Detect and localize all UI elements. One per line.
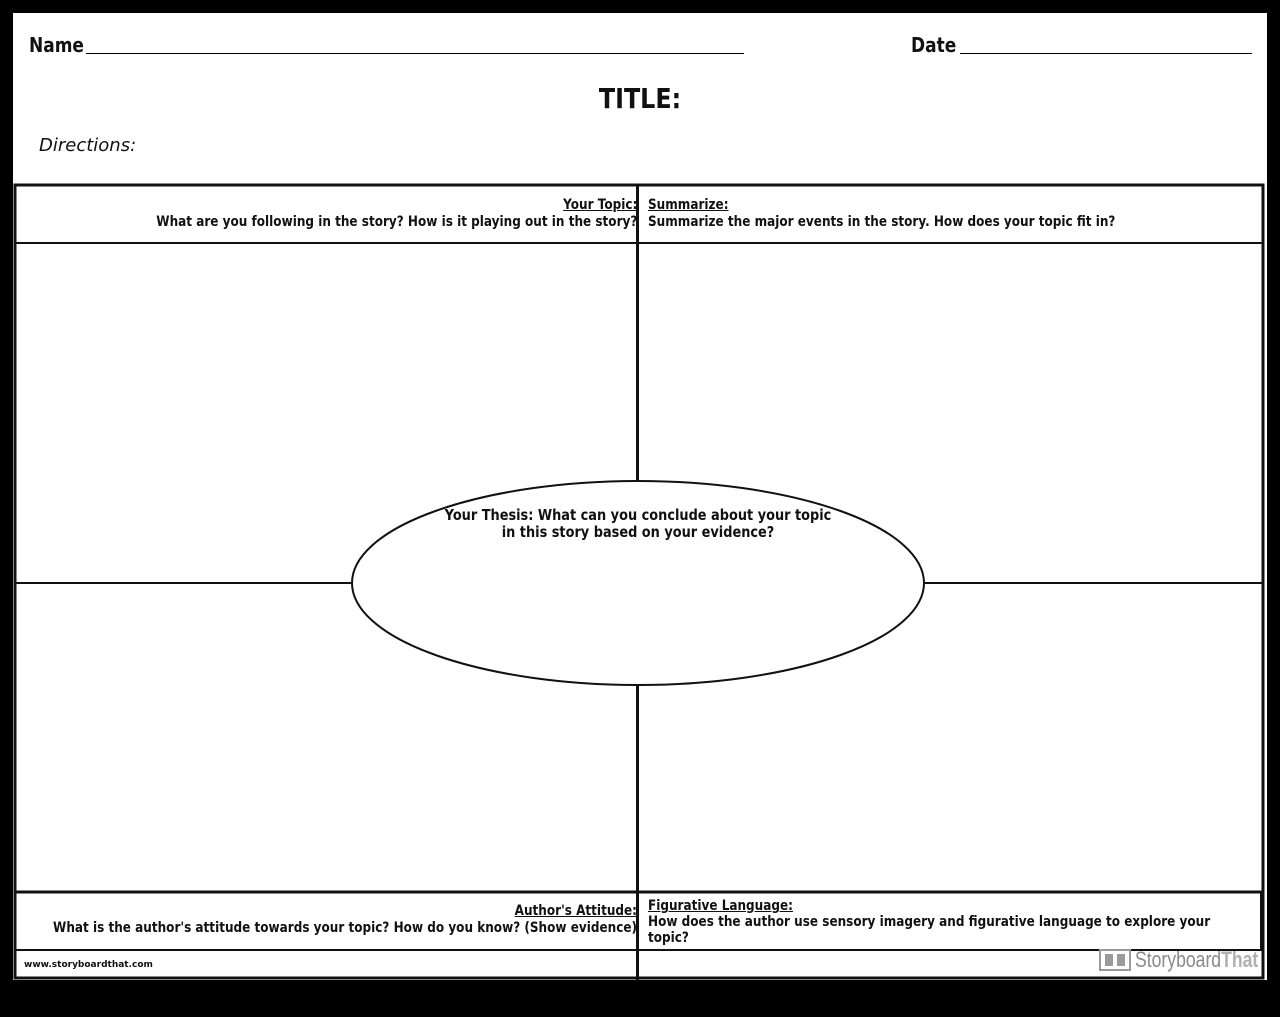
summarize-label: Summarize: (648, 197, 729, 213)
figurative-prompt-line-2: topic? (648, 930, 689, 946)
figurative-header (648, 898, 1210, 946)
name-label: Name (29, 33, 84, 57)
worksheet-page (13, 13, 1267, 980)
topic-prompt: What are you following in the story? How is it playing out in the story? (155, 214, 637, 230)
summarize-header (648, 197, 1115, 231)
brand-part-1: Storyboard (1135, 947, 1222, 972)
thesis-line-1: Your Thesis: What can you conclude about your topic (444, 506, 832, 524)
page-title: TITLE: (598, 82, 682, 115)
organizer-grid (13, 13, 1267, 980)
figurative-label: Figurative Language: (648, 898, 793, 914)
storyboardthat-logo (1099, 947, 1267, 973)
brand-wordmark (1135, 947, 1258, 973)
thesis-line-2: in this story based on your evidence? (501, 523, 775, 541)
footer-url: www.storyboardthat.com (24, 960, 153, 970)
topic-label: Your Topic: (562, 197, 637, 213)
storyboard-frame-icon (1099, 949, 1131, 971)
topic-header (156, 197, 637, 231)
attitude-label: Author's Attitude: (514, 903, 637, 919)
attitude-header (53, 903, 637, 937)
directions-label: Directions: (39, 135, 137, 156)
figurative-prompt-line-1: How does the author use sensory imagery and figurative language to explore your (648, 914, 1211, 930)
attitude-prompt: What is the author's attitude towards your topic? How do you know? (Show evidence) (53, 920, 637, 936)
thesis-prompt (445, 507, 832, 541)
brand-part-2: That (1221, 947, 1259, 972)
summarize-prompt: Summarize the major events in the story. How does your topic fit in? (648, 214, 1116, 230)
date-label: Date (911, 33, 957, 57)
